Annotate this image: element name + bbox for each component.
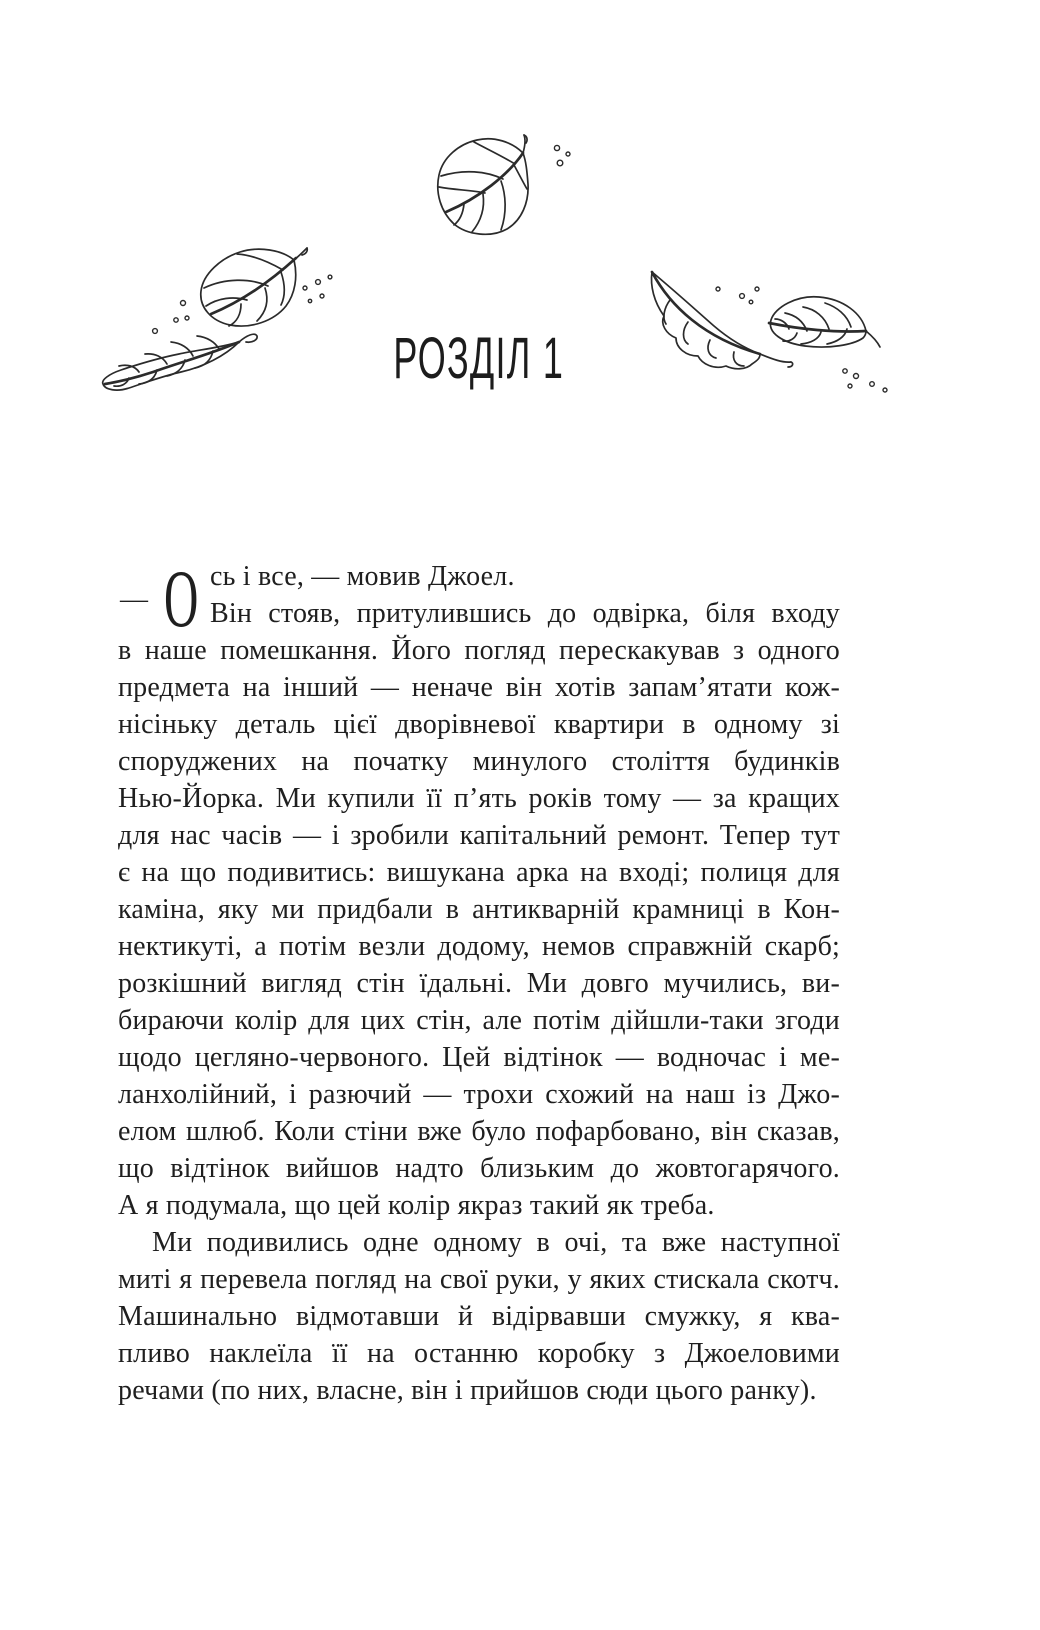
text-line: споруджених на початку минулого століття будинків xyxy=(118,746,840,777)
text-line: бираючи колір для цих стін, але потім дійшли-таки згоди xyxy=(118,1005,840,1036)
second-paragraph xyxy=(118,1224,840,1409)
text-line: пливо наклеїла її на останню коробку з Джоеловими xyxy=(118,1338,840,1369)
text-line: предмета на інший — неначе він хотів запам’ятати кож- xyxy=(118,672,840,703)
chapter-title-text: РОЗДІЛ 1 xyxy=(393,326,565,391)
text-line: що відтінок вийшов надто близьким до жовтогарячого. xyxy=(118,1153,840,1184)
text-line: для нас часів — і зробили капітальний ремонт. Тепер тут xyxy=(118,820,840,851)
opening-paragraph xyxy=(118,553,840,1224)
drop-cap xyxy=(118,553,210,644)
text-line: елом шлюб. Коли стіни вже було пофарбовано, він сказав, xyxy=(118,1116,840,1147)
text-line: щодо цегляно-червоного. Цей відтінок — водночас і ме- xyxy=(118,1042,840,1073)
text-line: сь і все, — мовив Джоел. xyxy=(210,561,515,592)
text-line: Він стояв, притулившись до одвірка, біля входу xyxy=(210,598,840,629)
text-line: Нью-Йорка. Ми купили її п’ять років тому — за кращих xyxy=(118,783,840,814)
text-block xyxy=(118,553,840,1409)
text-line: каміна, яку ми придбали в антикварній крамниці в Кон- xyxy=(118,894,840,925)
dialogue-dash: — xyxy=(120,584,148,615)
text-line: Ми подивились одне одному в очі, та вже наступної xyxy=(152,1227,840,1258)
text-line: є на що подивитись: вишукана арка на вході; полиця для xyxy=(118,857,840,888)
text-line: нектикуті, а потім везли додому, немов справжній скарб; xyxy=(118,931,840,962)
leaf-top-icon xyxy=(430,132,576,244)
dots-right-icon xyxy=(836,362,894,396)
text-line: миті я перевела погляд на свої руки, у яких стискала скотч. xyxy=(118,1264,840,1295)
drop-cap-letter: О xyxy=(164,553,199,644)
text-line: А я подумала, що цей колір якраз такий як треба. xyxy=(118,1190,715,1221)
text-line: ланхолійний, і разючий — трохи схожий на наш із Джо- xyxy=(118,1079,840,1110)
text-line: розкішний вигляд стін їдальні. Ми довго мучились, ви- xyxy=(118,968,840,999)
text-line: Машинально відмотавши й відірвавши смужку, я ква- xyxy=(118,1301,840,1332)
text-line: речами (по них, власне, він і прийшов сюди цього ранку). xyxy=(118,1375,817,1406)
text-line: нісіньку деталь цієї дворівневої квартири в одному зі xyxy=(118,709,840,740)
text-line: в наше помешкання. Його погляд перескакував з одного xyxy=(118,635,840,666)
chapter-title xyxy=(118,326,840,391)
